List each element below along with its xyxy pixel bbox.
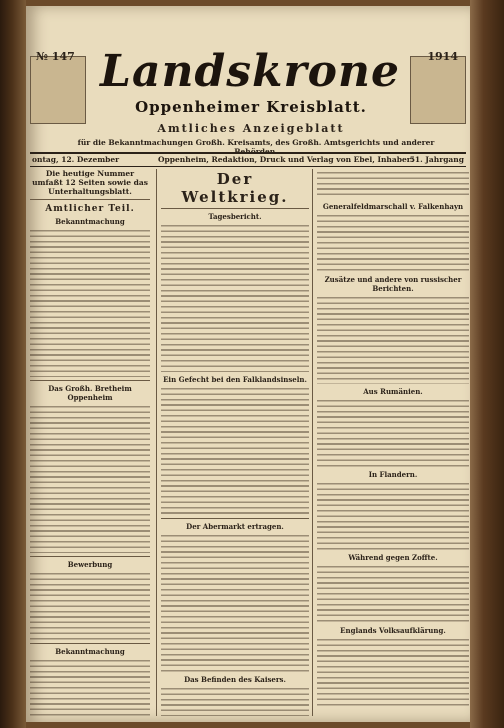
left-corner-ad [30, 56, 86, 124]
official-line: Amtliches Anzeigeblatt [157, 122, 345, 135]
text-block [317, 636, 469, 706]
issue-number: № 147 [36, 50, 75, 63]
left-headline-4: Bekanntmachung [55, 647, 125, 656]
text-block [30, 570, 150, 640]
text-block [317, 169, 469, 199]
war-heading: Der Weltkrieg. [161, 170, 309, 209]
text-block [30, 657, 150, 716]
text-block [317, 563, 469, 623]
text-block [317, 212, 469, 272]
dateline-bar [30, 152, 466, 167]
book-edge [470, 0, 504, 728]
right-column [312, 169, 469, 716]
middle-subhead-1: Tagesbericht. [208, 212, 262, 221]
left-headline-3: Bewerbung [67, 560, 113, 569]
right-subhead-3: Aus Rumänien. [363, 387, 423, 396]
text-block [161, 532, 309, 672]
official-section-heading: Amtlicher Teil. [45, 204, 135, 214]
left-column [30, 169, 150, 716]
middle-subhead-4: Das Befinden des Kaisers. [184, 675, 286, 684]
book-binding [0, 0, 26, 728]
issue-year: 1914 [427, 50, 458, 63]
text-block [161, 685, 309, 716]
left-headline-1: Bekanntmachung [55, 217, 125, 226]
right-subhead-5: Während gegen Zoffte. [348, 553, 438, 562]
middle-subhead-3: Der Abermarkt ertragen. [186, 522, 284, 531]
masthead-title: Landskrone [100, 46, 400, 97]
text-block [161, 222, 309, 372]
masthead-subtitle: Oppenheimer Kreisblatt. [135, 98, 367, 116]
middle-subhead-2: Ein Gefecht bei den Falklandsinseln. [163, 375, 307, 384]
text-block [30, 403, 150, 553]
volume-label: 51. Jahrgang [409, 155, 464, 164]
issue-date: ontag, 12. Dezember [32, 155, 120, 164]
for-line: für die Bekanntmachungen Großh. Kreisamts, des Großh. Amtsgerichts und anderer Behörden. [77, 138, 435, 156]
publisher-line: Oppenheim, Redaktion, Druck und Verlag von Ebel, Inhaber: [158, 155, 414, 164]
page-count-notice: Die heutige Nummer umfaßt 12 Seiten sowie das Unterhaltungsblatt. [30, 169, 150, 200]
newspaper-page [26, 6, 470, 722]
right-subhead-2: Zusätze und andere von russischer Berichten. [324, 275, 462, 293]
right-subhead-4: In Flandern. [368, 470, 418, 479]
text-block [30, 227, 150, 377]
right-subhead-1: Generalfeldmarschall v. Falkenhayn [322, 202, 464, 211]
text-block [161, 385, 309, 515]
text-block [317, 480, 469, 550]
left-headline-2: Das Großh. Bretheim Oppenheim [48, 384, 132, 402]
middle-column [156, 169, 309, 716]
right-subhead-6: Englands Volksaufklärung. [340, 626, 446, 635]
text-block [317, 294, 469, 384]
text-block [317, 397, 469, 467]
